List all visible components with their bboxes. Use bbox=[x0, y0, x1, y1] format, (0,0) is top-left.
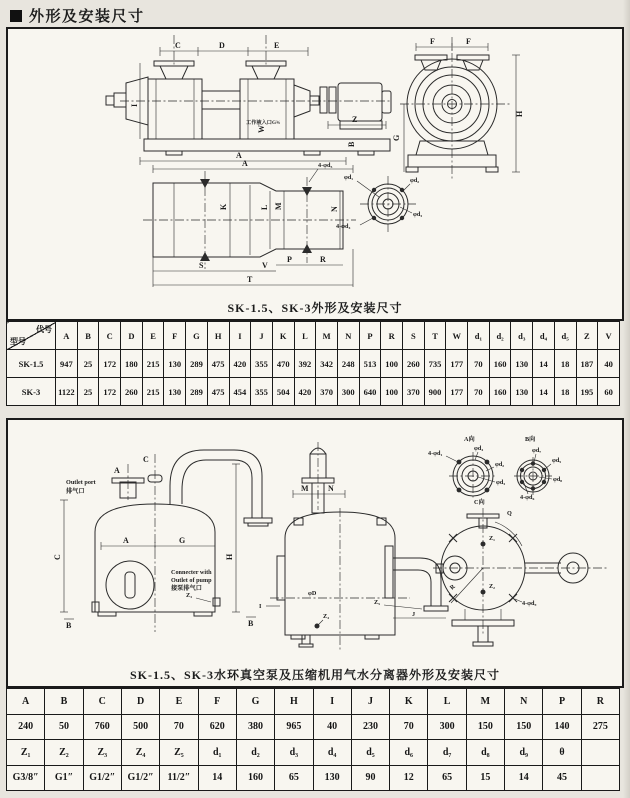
dim-label-i2: I bbox=[259, 603, 262, 610]
table-cell: G bbox=[236, 689, 274, 715]
table-cell: R bbox=[581, 689, 619, 715]
dim-label-n: N bbox=[330, 206, 339, 212]
table-cell: d₂ bbox=[489, 322, 511, 350]
table-cell bbox=[581, 765, 619, 791]
view-b-d7-label: φd₇ bbox=[532, 447, 542, 454]
view-a-marker: A bbox=[114, 466, 120, 475]
dim-label-l: L bbox=[260, 204, 269, 210]
table-cell: 300 bbox=[337, 378, 359, 406]
table-cell: B bbox=[45, 689, 83, 715]
view-a-d3-label: φd₃ bbox=[496, 479, 506, 486]
table-cell: 454 bbox=[229, 378, 251, 406]
table-cell: 90 bbox=[351, 765, 389, 791]
flange-detail-drawing bbox=[336, 174, 422, 232]
plan-dim-label-a: A bbox=[242, 159, 248, 168]
dim-label-i: I bbox=[130, 103, 139, 107]
view-b-d8-label: φd₈ bbox=[553, 476, 563, 483]
table-header-row bbox=[7, 689, 620, 715]
outlet-port-label-cn: 排气口 bbox=[66, 488, 85, 495]
table-cell: 215 bbox=[142, 350, 164, 378]
table-cell: N bbox=[505, 689, 543, 715]
dim-label-g2: G bbox=[179, 536, 186, 545]
table-cell: 177 bbox=[446, 350, 468, 378]
table-cell: Z₃ bbox=[83, 740, 121, 766]
table-cell: R bbox=[381, 322, 403, 350]
table-cell: 420 bbox=[294, 378, 316, 406]
view-c-top-drawing bbox=[433, 498, 608, 646]
table-cell: 230 bbox=[351, 714, 389, 740]
pump-outline-drawing bbox=[8, 29, 618, 291]
table-cell: 40 bbox=[598, 350, 620, 378]
table-cell: 947 bbox=[56, 350, 78, 378]
table-cell: 215 bbox=[142, 378, 164, 406]
table-cell: 470 bbox=[272, 350, 294, 378]
table-cell: T bbox=[424, 322, 446, 350]
drawing-caption: SK-1.5、SK-3水环真空泵及压缩机用气水分离器外形及安装尺寸 bbox=[129, 668, 500, 682]
dim-label-a: A bbox=[236, 151, 242, 160]
dim-label-c2: C bbox=[53, 554, 62, 560]
table-cell: S bbox=[403, 322, 425, 350]
table-cell: 420 bbox=[229, 350, 251, 378]
view-a-holes-label: 4-φd₁ bbox=[428, 450, 443, 457]
separator-dimension-table-wrapper bbox=[6, 688, 620, 791]
table-cell: 50 bbox=[45, 714, 83, 740]
table-cell: 130 bbox=[164, 350, 186, 378]
table-cell: 342 bbox=[316, 350, 338, 378]
table-cell: 25 bbox=[77, 350, 99, 378]
table-cell: 370 bbox=[316, 378, 338, 406]
separator-front-view-drawing bbox=[53, 450, 272, 632]
table-cell: G1″ bbox=[45, 765, 83, 791]
pump-dimension-table-wrapper bbox=[6, 321, 620, 406]
table-cell: 640 bbox=[359, 378, 381, 406]
table-cell: 70 bbox=[390, 714, 428, 740]
dim-label-f2: F bbox=[466, 37, 471, 46]
pump-connector-label-2: Outlet of pump bbox=[171, 577, 212, 584]
flange-bolt-circle-label: φd₃ bbox=[413, 211, 423, 218]
table-cell bbox=[581, 740, 619, 766]
table-cell: d₇ bbox=[428, 740, 466, 766]
table-cell: V bbox=[598, 322, 620, 350]
view-b-holes-label: 4-φd₆ bbox=[520, 494, 535, 501]
section-marker-icon bbox=[10, 10, 22, 22]
dim-label-k: K bbox=[219, 203, 228, 210]
table-cell: 160 bbox=[489, 378, 511, 406]
table-cell: d₃ bbox=[275, 740, 313, 766]
table-cell: 60 bbox=[598, 378, 620, 406]
table-cell: 355 bbox=[251, 350, 273, 378]
table-cell: 100 bbox=[381, 378, 403, 406]
table-cell: E bbox=[142, 322, 164, 350]
model-cell: SK-1.5 bbox=[7, 350, 56, 378]
table-cell: 150 bbox=[505, 714, 543, 740]
dim-label-e: E bbox=[274, 41, 280, 50]
table-cell: d₈ bbox=[466, 740, 504, 766]
table-cell: K bbox=[272, 322, 294, 350]
table-cell: θ bbox=[543, 740, 581, 766]
table-cell: H bbox=[275, 689, 313, 715]
table-cell: F bbox=[164, 322, 186, 350]
table-cell: H bbox=[207, 322, 229, 350]
view-c-title: C向 bbox=[474, 499, 485, 506]
table-cell: 500 bbox=[121, 714, 159, 740]
table-cell: 130 bbox=[511, 350, 533, 378]
table-cell: 289 bbox=[186, 378, 208, 406]
table-cell: G3/8″ bbox=[7, 765, 45, 791]
table-cell: N bbox=[337, 322, 359, 350]
table-cell: 195 bbox=[576, 378, 598, 406]
table-cell: 965 bbox=[275, 714, 313, 740]
table-cell: 760 bbox=[83, 714, 121, 740]
table-cell: 11/2″ bbox=[160, 765, 198, 791]
dim-label-r2: R bbox=[448, 583, 457, 592]
pump-drawing-panel bbox=[6, 27, 624, 321]
table-cell: 130 bbox=[511, 378, 533, 406]
table-cell: D bbox=[121, 322, 143, 350]
table-cell: J bbox=[251, 322, 273, 350]
table-cell: W bbox=[446, 322, 468, 350]
table-cell: 14 bbox=[505, 765, 543, 791]
table-cell: 513 bbox=[359, 350, 381, 378]
view-b-marker-left: B bbox=[66, 621, 72, 630]
separator-side-view-drawing bbox=[246, 442, 448, 652]
table-cell: 40 bbox=[313, 714, 351, 740]
view-a-d2-label: φd₂ bbox=[495, 461, 505, 468]
table-cell: d₃ bbox=[511, 322, 533, 350]
table-cell: Z₅ bbox=[160, 740, 198, 766]
table-cell: P bbox=[359, 322, 381, 350]
table-cell: 14 bbox=[533, 350, 555, 378]
table-cell: E bbox=[160, 689, 198, 715]
drawing-caption: SK-1.5、SK-3外形及安装尺寸 bbox=[227, 301, 403, 315]
dim-label-m: M bbox=[274, 202, 283, 210]
z1-label: Z₁ bbox=[489, 535, 495, 542]
table-cell: 260 bbox=[403, 350, 425, 378]
table-cell: M bbox=[466, 689, 504, 715]
flange-bolt-holes-label: 4-φd₄ bbox=[336, 223, 351, 230]
pump-front-view-drawing bbox=[392, 37, 524, 179]
table-cell: d₁ bbox=[198, 740, 236, 766]
table-cell: 172 bbox=[99, 378, 121, 406]
table-header-row bbox=[7, 740, 620, 766]
table-cell: 25 bbox=[77, 378, 99, 406]
pump-plan-view-drawing bbox=[143, 159, 356, 287]
view-a-flange-drawing bbox=[428, 435, 505, 500]
table-cell: P bbox=[543, 689, 581, 715]
table-cell: 130 bbox=[313, 765, 351, 791]
corner-label-model: 型号 bbox=[10, 337, 26, 346]
table-row bbox=[7, 378, 620, 406]
table-cell: 70 bbox=[160, 714, 198, 740]
dim-label-v: V bbox=[262, 261, 268, 270]
table-cell: 130 bbox=[164, 378, 186, 406]
table-cell: d₆ bbox=[390, 740, 428, 766]
dim-label-f1: F bbox=[430, 37, 435, 46]
table-cell: 392 bbox=[294, 350, 316, 378]
model-cell: SK-3 bbox=[7, 378, 56, 406]
z4-label: Z₄ bbox=[323, 613, 329, 620]
table-cell: Z bbox=[576, 322, 598, 350]
table-cell: 12 bbox=[390, 765, 428, 791]
view-a-d4-label: φd₄ bbox=[474, 445, 484, 452]
dim-label-a2: A bbox=[123, 536, 129, 545]
dim-label-z: Z bbox=[352, 115, 358, 124]
table-cell: 70 bbox=[468, 350, 490, 378]
separator-drawing-panel bbox=[6, 418, 624, 688]
dim-label-t: T bbox=[247, 275, 253, 284]
separator-dimension-table bbox=[6, 688, 620, 791]
table-cell: 172 bbox=[99, 350, 121, 378]
table-cell: I bbox=[229, 322, 251, 350]
table-row bbox=[7, 714, 620, 740]
dim-label-n2: N bbox=[328, 484, 334, 493]
pump-side-view-drawing bbox=[106, 35, 392, 165]
table-cell: M bbox=[316, 322, 338, 350]
table-cell: A bbox=[56, 322, 78, 350]
table-cell: Z₂ bbox=[45, 740, 83, 766]
table-cell: L bbox=[428, 689, 466, 715]
view-b-flange-drawing bbox=[514, 435, 562, 501]
dim-label-h2: H bbox=[225, 553, 234, 560]
corner-label-code: 代号 bbox=[36, 325, 52, 334]
separator-outline-drawing bbox=[8, 420, 618, 660]
pump-connector-label-3: 接泵排气口 bbox=[171, 585, 202, 592]
view-a-title: A向 bbox=[464, 436, 475, 443]
table-cell: G bbox=[186, 322, 208, 350]
table-cell: 900 bbox=[424, 378, 446, 406]
pump-connector-label-1: Connecter with bbox=[171, 569, 212, 576]
table-cell: C bbox=[83, 689, 121, 715]
table-cell: 380 bbox=[236, 714, 274, 740]
table-cell: 620 bbox=[198, 714, 236, 740]
dim-label-r: R bbox=[320, 255, 326, 264]
dim-label-b: B bbox=[347, 141, 356, 147]
table-cell: 140 bbox=[543, 714, 581, 740]
table-cell: C bbox=[99, 322, 121, 350]
table-cell: K bbox=[390, 689, 428, 715]
dim-label-s: S bbox=[199, 261, 204, 270]
dim-label-h: H bbox=[515, 110, 524, 117]
dim-label-p: P bbox=[287, 255, 292, 264]
z5-label: Z₅ bbox=[374, 599, 380, 606]
view-c-holes-label: 4-φd₉ bbox=[522, 600, 537, 607]
table-cell: 475 bbox=[207, 378, 229, 406]
table-cell: 100 bbox=[381, 350, 403, 378]
table-cell: G1/2″ bbox=[83, 765, 121, 791]
table-corner-cell bbox=[7, 322, 56, 350]
dim-label-j: J bbox=[412, 611, 416, 618]
pump-dimension-table bbox=[6, 321, 620, 406]
table-cell: J bbox=[351, 689, 389, 715]
table-cell: 289 bbox=[186, 350, 208, 378]
table-cell: 475 bbox=[207, 350, 229, 378]
dim-label-c: C bbox=[175, 41, 181, 50]
table-cell: 45 bbox=[543, 765, 581, 791]
table-cell: 355 bbox=[251, 378, 273, 406]
table-cell: 14 bbox=[198, 765, 236, 791]
table-cell: G1/2″ bbox=[121, 765, 159, 791]
table-cell: 300 bbox=[428, 714, 466, 740]
table-cell: 260 bbox=[121, 378, 143, 406]
view-c-marker: C bbox=[143, 455, 149, 464]
phi-d-label: φD bbox=[308, 590, 317, 597]
dim-label-g: G bbox=[392, 134, 401, 141]
working-liquid-inlet-label: 工作液入口G¾ bbox=[246, 120, 280, 126]
table-cell: D bbox=[121, 689, 159, 715]
section-title-text: 外形及安装尺寸 bbox=[29, 8, 145, 25]
table-cell: 177 bbox=[446, 378, 468, 406]
z2-label: Z₂ bbox=[489, 583, 495, 590]
table-cell: d₄ bbox=[533, 322, 555, 350]
view-b-title: B向 bbox=[525, 436, 536, 443]
table-cell: d₅ bbox=[554, 322, 576, 350]
table-cell: 70 bbox=[468, 378, 490, 406]
q-label: Q bbox=[507, 510, 512, 517]
flange-bore-label: φd₁ bbox=[344, 174, 354, 181]
section-title bbox=[10, 5, 145, 26]
outlet-port-label-en: Outlet port bbox=[66, 479, 96, 486]
table-cell: 18 bbox=[554, 378, 576, 406]
table-cell: 735 bbox=[424, 350, 446, 378]
table-cell: d₅ bbox=[351, 740, 389, 766]
z3-label: Z₃ bbox=[186, 592, 192, 599]
table-cell: 65 bbox=[275, 765, 313, 791]
table-cell: 160 bbox=[236, 765, 274, 791]
table-cell: d₄ bbox=[313, 740, 351, 766]
table-cell: d₉ bbox=[505, 740, 543, 766]
plan-foot-holes-label: 4-φd₅ bbox=[318, 162, 333, 169]
table-cell: d₁ bbox=[468, 322, 490, 350]
table-header-row bbox=[7, 322, 620, 350]
table-row bbox=[7, 350, 620, 378]
dim-label-d: D bbox=[219, 41, 225, 50]
table-cell: A bbox=[7, 689, 45, 715]
table-cell: 14 bbox=[533, 378, 555, 406]
table-cell: I bbox=[313, 689, 351, 715]
table-cell: 65 bbox=[428, 765, 466, 791]
table-cell: 240 bbox=[7, 714, 45, 740]
view-b-marker-mid: B bbox=[248, 619, 254, 628]
flange-od-label: φd₂ bbox=[410, 177, 420, 184]
table-cell: 15 bbox=[466, 765, 504, 791]
table-cell: 248 bbox=[337, 350, 359, 378]
table-cell: Z₄ bbox=[121, 740, 159, 766]
table-cell: 187 bbox=[576, 350, 598, 378]
table-cell: B bbox=[77, 322, 99, 350]
table-cell: 1122 bbox=[56, 378, 78, 406]
dim-label-w: W bbox=[257, 125, 266, 133]
table-cell: L bbox=[294, 322, 316, 350]
page-edge-shadow bbox=[623, 0, 630, 798]
table-row bbox=[7, 765, 620, 791]
table-cell: 160 bbox=[489, 350, 511, 378]
table-cell: 150 bbox=[466, 714, 504, 740]
table-cell: Z₁ bbox=[7, 740, 45, 766]
dim-label-m2: M bbox=[301, 484, 309, 493]
table-cell: 180 bbox=[121, 350, 143, 378]
table-cell: 275 bbox=[581, 714, 619, 740]
table-cell: 18 bbox=[554, 350, 576, 378]
table-cell: 370 bbox=[403, 378, 425, 406]
table-cell: 504 bbox=[272, 378, 294, 406]
table-cell: F bbox=[198, 689, 236, 715]
view-b-d5-label: φd₅ bbox=[552, 457, 562, 464]
table-cell: d₂ bbox=[236, 740, 274, 766]
